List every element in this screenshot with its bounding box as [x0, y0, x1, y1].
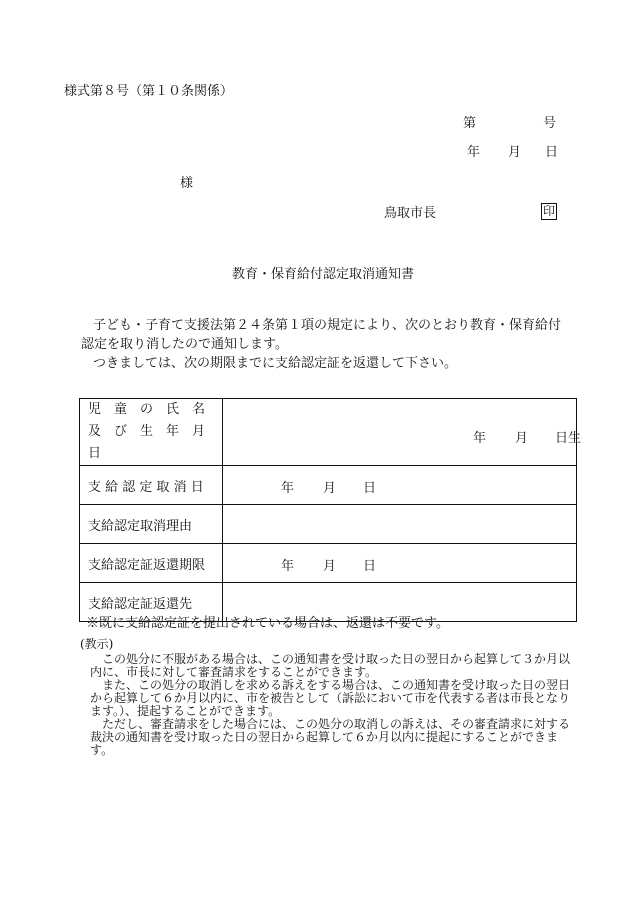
- body-line-3: つきましては、次の期限までに支給認定証を返還して下さい。: [93, 356, 458, 371]
- child-name-value: [223, 399, 582, 466]
- deadline-year: 年: [281, 559, 295, 574]
- kyoji-section: [80, 638, 580, 757]
- deadline-month: 月: [323, 559, 337, 574]
- birth-year: 年: [473, 431, 487, 446]
- child-name-label-line2: 及 び 生 年 月 日: [88, 424, 219, 461]
- info-table: [79, 398, 582, 622]
- doc-number-dai: 第: [463, 116, 477, 131]
- kyoji-heading: (教示): [80, 637, 114, 651]
- recipient-sama: 様: [180, 176, 194, 191]
- child-name-label-line1: 児 童 の 氏 名: [88, 402, 206, 417]
- deadline-day: 日: [363, 559, 377, 574]
- body-line-1: 子ども・子育て支援法第２４条第１項の規定により、次のとおり教育・保育給付: [93, 318, 562, 333]
- date-day-label: 日: [545, 145, 559, 160]
- seal-label: 印: [543, 204, 556, 218]
- document-title: 教育・保育給付認定取消通知書: [232, 267, 415, 282]
- kyoji-paragraph-1: この処分に不服がある場合は、この通知書を受け取った日の翌日から起算して３か月以内に、市長に対して審査請求をすることができます。: [90, 652, 571, 679]
- kyoji-paragraph-3: ただし、審査請求をした場合には、この処分の取消しの訴えは、その審査請求に対する裁決の通知書を受け取った日の翌日から起算して６か月以内に提起にすることができます。: [90, 717, 571, 757]
- cancel-month: 月: [323, 481, 337, 496]
- table-row: [80, 505, 577, 544]
- cancel-year: 年: [281, 481, 295, 496]
- birth-month: 月: [515, 431, 529, 446]
- cancel-reason-value: [223, 505, 577, 544]
- cancel-day: 日: [363, 481, 377, 496]
- table-row: [80, 399, 577, 466]
- seal-mark: [541, 200, 557, 220]
- kyoji-paragraph-2: また、この処分の取消しを求める訴えをする場合は、この通知書を受け取った日の翌日から起算して６か月以内に、市を被告として（訴訟において市を代表する者は市長となります。）、提起することができます。: [90, 678, 571, 718]
- body-paragraph-1: [80, 316, 580, 373]
- cancel-reason-label: 支給認定取消理由: [80, 505, 223, 544]
- return-note: ※既に支給認定証を提出されている場合は、返還は不要です。: [86, 616, 449, 631]
- date-year-label: 年: [467, 145, 481, 160]
- doc-number-go: 号: [543, 116, 557, 131]
- return-destination-label: 支給認定証返還先: [80, 583, 223, 622]
- cancel-date-label: 支 給 認 定 取 消 日: [80, 466, 223, 505]
- table-row: [80, 466, 577, 505]
- table-row: [80, 544, 577, 583]
- return-deadline-label: 支給認定証返還期限: [80, 544, 223, 583]
- body-line-2: 認定を取り消したので通知します。: [81, 337, 288, 352]
- date-month-label: 月: [508, 145, 522, 160]
- birth-day: 日生: [555, 431, 582, 446]
- issuer-name: 鳥取市長: [384, 206, 437, 221]
- child-name-label: [80, 399, 223, 466]
- form-number: 様式第８号（第１０条関係）: [64, 84, 234, 99]
- return-deadline-value: [223, 544, 577, 583]
- cancel-date-value: [223, 466, 577, 505]
